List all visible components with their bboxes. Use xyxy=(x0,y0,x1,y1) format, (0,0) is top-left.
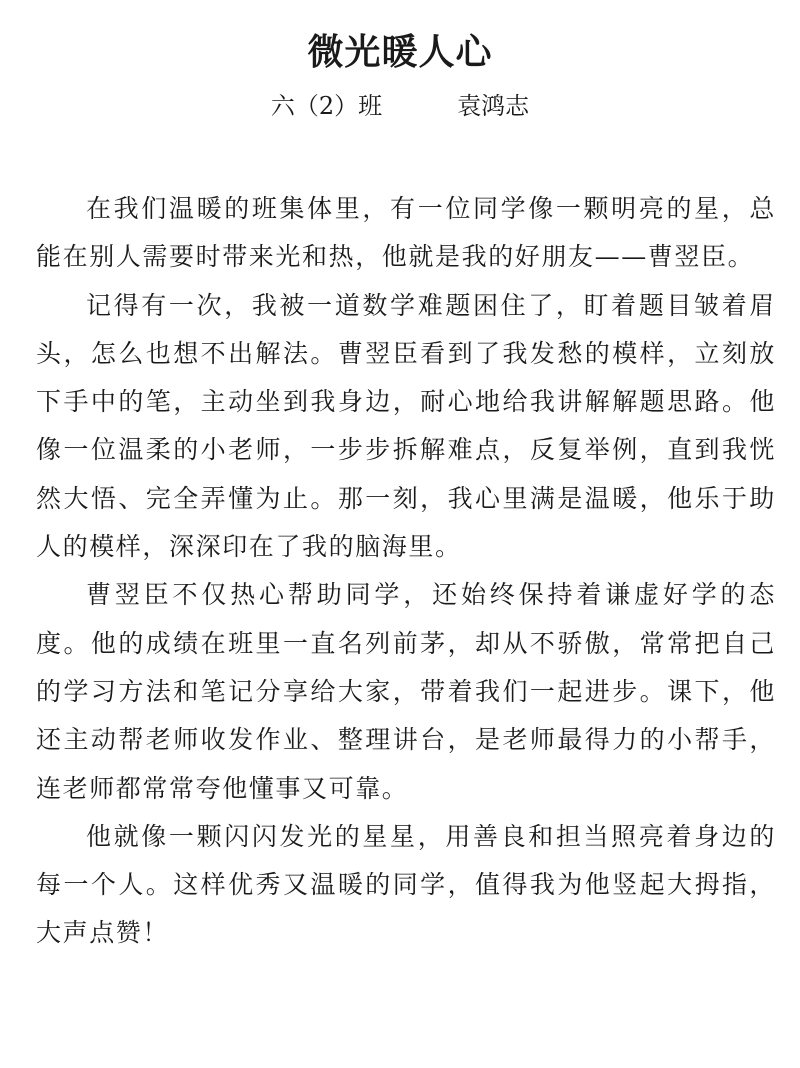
essay-title: 微光暖人心 xyxy=(307,31,493,73)
essay-body xyxy=(36,185,776,958)
class-name: 六（2）班 xyxy=(270,92,383,120)
paragraph-2: 记得有一次，我被一道数学难题困住了，盯着题目皱着眉头，怎么也想不出解法。曹翌臣看到了我发愁的模样，立刻放下手中的笔，主动坐到我身边，耐心地给我讲解解题思路。他像一位温柔的小老师，一步步拆解难点，反复举例，直到我恍然大悟、完全弄懂为止。那一刻，我心里满是温暖，他乐于助人的模样，深深印在了我的脑海里。 xyxy=(36,290,776,562)
author-name: 袁鸿志 xyxy=(457,92,530,120)
paragraph-1: 在我们温暖的班集体里，有一位同学像一颗明亮的星，总能在别人需要时带来光和热，他就是我的好朋友——曹翌臣。 xyxy=(36,194,776,272)
paragraph-3: 曹翌臣不仅热心帮助同学，还始终保持着谦虚好学的态度。他的成绩在班里一直名列前茅，却从不骄傲，常常把自己的学习方法和笔记分享给大家，带着我们一起进步。课下，他还主动帮老师收发作业、整理讲台，是老师最得力的小帮手，连老师都常常夸他懂事又可靠。 xyxy=(36,580,776,803)
byline xyxy=(0,86,800,126)
paragraph-4: 他就像一颗闪闪发光的星星，用善良和担当照亮着身边的每一个人。这样优秀又温暖的同学，值得我为他竖起大拇指，大声点赞！ xyxy=(36,821,776,948)
